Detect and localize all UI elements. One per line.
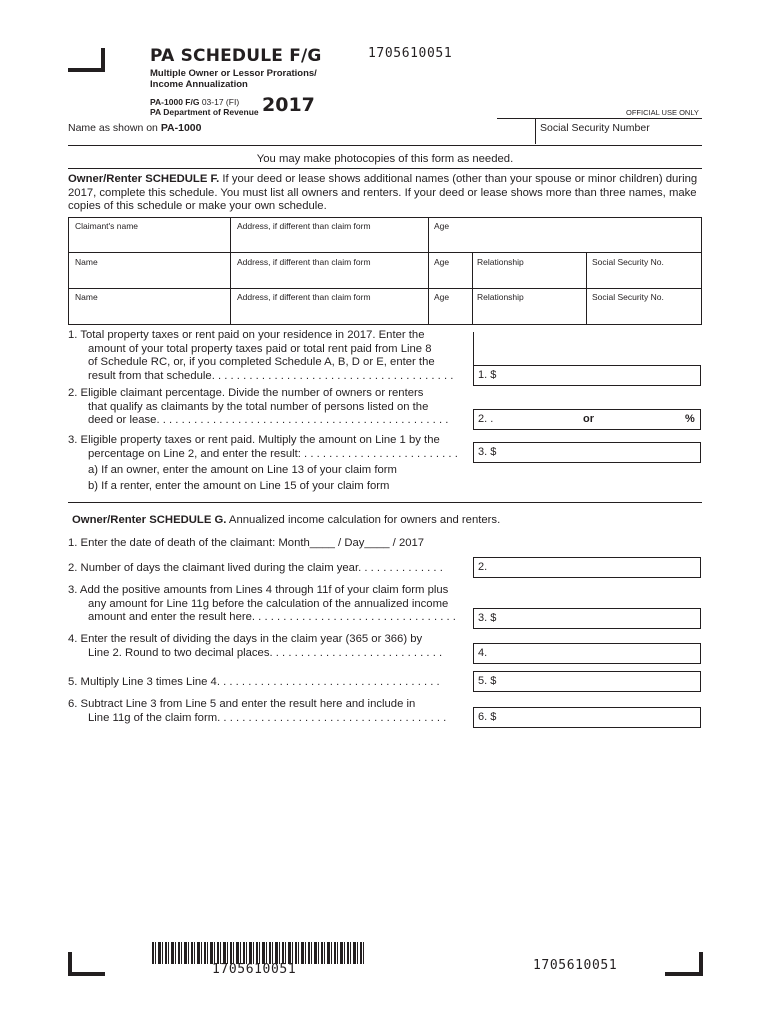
line-1-amount-box[interactable]: 1. $ — [473, 365, 701, 386]
barcode-image — [152, 942, 364, 964]
owner2-relationship-field[interactable]: Relationship — [477, 257, 524, 267]
schedule-g-line-5: 5. Multiply Line 3 times Line 4. . . . . . . . . . . . . . . . . . . . . . . . . . . . . . . . . . . . — [68, 676, 440, 688]
form-code-top: 1705610051 — [368, 46, 453, 61]
line-2-percentage-box[interactable] — [473, 409, 701, 430]
ssn-label: Social Security Number — [540, 122, 650, 134]
department-name: PA Department of Revenue — [150, 107, 259, 117]
line-2-box-label: 2. . — [478, 413, 494, 425]
line-2-percent-sign: % — [685, 413, 695, 425]
ssn-divider — [535, 118, 536, 144]
owners-table — [68, 217, 702, 325]
g-line-3-amount-box[interactable]: 3. $ — [473, 608, 701, 629]
owner3-name-field[interactable]: Name — [75, 292, 98, 302]
schedule-g-heading: Owner/Renter SCHEDULE G. — [72, 514, 227, 526]
g-line-6-amount-box[interactable]: 6. $ — [473, 707, 701, 728]
form-id: PA-1000 F/G — [150, 97, 200, 107]
schedule-g-line-3: 3. Add the positive amounts from Lines 4 through 11f of your claim form plus any amount for Line 11g before the calculation of the annualized income amount and enter the result here. . . . . . . . . . . . . . . . . . . . . . . . . . . . . . . . . — [68, 584, 456, 624]
g-line-4-box[interactable]: 4. — [473, 643, 701, 664]
subtitle-line-2: Income Annualization — [150, 79, 248, 90]
form-identifier — [150, 97, 259, 117]
g-line-2-box[interactable]: 2. — [473, 557, 701, 578]
note-rule — [68, 168, 702, 169]
form-revision: 03-17 (FI) — [201, 97, 240, 107]
owner3-ssn-field[interactable]: Social Security No. — [592, 292, 664, 302]
owner2-name-field[interactable]: Name — [75, 257, 98, 267]
owner3-relationship-field[interactable]: Relationship — [477, 292, 524, 302]
schedule-f-line-1: 1. Total property taxes or rent paid on your residence in 2017. Enter the amount of your total property taxes paid or total rent paid from Line 8 of Schedule RC, or, if you completed Schedule A, B, D or E, enter the result from that schedule. . . . . . . . . . . . . . . . . . . . . . . . . . . . . . . . . . . . . . . — [68, 329, 454, 382]
owner2-address-field[interactable]: Address, if different than claim form — [237, 257, 371, 267]
name-label-form: PA-1000 — [160, 122, 202, 134]
schedule-f-intro — [68, 173, 702, 214]
schedule-g-line-2: 2. Number of days the claimant lived during the claim year. . . . . . . . . . . . . . — [68, 562, 443, 574]
line-2-or-label: or — [583, 413, 594, 425]
schedule-g-line-6: 6. Subtract Line 3 from Line 5 and enter the result here and include in Line 11g of the claim form. . . . . . . . . . . . . . . . . . . . . . . . . . . . . . . . . . . . . — [68, 698, 447, 724]
official-use-label: OFFICIAL USE ONLY — [626, 108, 699, 117]
schedule-g-line-1: 1. Enter the date of death of the claimant: Month____ / Day____ / 2017 — [68, 537, 425, 549]
form-title: PA SCHEDULE F/G — [150, 46, 322, 66]
owner2-ssn-field[interactable]: Social Security No. — [592, 257, 664, 267]
name-label — [68, 122, 201, 134]
name-label-text: Name as shown on — [68, 122, 161, 134]
schedule-g-line-4: 4. Enter the result of dividing the days in the claim year (365 or 366) by Line 2. Round to two decimal places. . . . . . . . . . . . . . . . . . . . . . . . . . . . — [68, 633, 443, 659]
tax-year: 2017 — [262, 94, 315, 116]
schedule-f-line-3: 3. Eligible property taxes or rent paid. Multiply the amount on Line 1 by the percentage on Line 2, and enter the result: . . . . . . . . . . . . . . . . . . . . . . . . . a) If an owner, enter the amount on Line 13 of your claim form b) If a renter, enter the amount on Line 15 of your claim form — [68, 434, 458, 492]
owner2-age-field[interactable]: Age — [434, 257, 450, 267]
claimant-address-field[interactable]: Address, if different than claim form — [237, 221, 371, 231]
schedule-f-intro-text: If your deed or lease shows additional names (other than your spouse or minor children) during 2017, complete this schedule. You must list all owners and renters. If your deed or lease shows more than three names, make copies of this schedule or make your own schedule. — [68, 173, 698, 212]
subtitle-line-1: Multiple Owner or Lessor Prorations/ — [150, 68, 317, 79]
form-code-bottom-right: 1705610051 — [533, 958, 618, 973]
schedule-f-line-2: 2. Eligible claimant percentage. Divide the number of owners or renters that qualify as claimants by the total number of persons listed on the deed or lease. . . . . . . . . . . . . . . . . . . . . . . . . . . . . . . . . . . . . . . . . . . . . . . — [68, 387, 449, 427]
form-code-barcode: 1705610051 — [212, 962, 297, 977]
official-use-rule — [497, 118, 702, 119]
line-3-amount-box[interactable]: 3. $ — [473, 442, 701, 463]
g-line-5-amount-box[interactable]: 5. $ — [473, 671, 701, 692]
name-field-bottom-rule — [68, 145, 702, 146]
claimant-age-field[interactable]: Age — [434, 221, 450, 231]
form-subtitle — [150, 68, 317, 90]
schedule-g-intro — [72, 514, 500, 528]
schedule-f-heading: Owner/Renter SCHEDULE F. — [68, 173, 220, 185]
owner3-address-field[interactable]: Address, if different than claim form — [237, 292, 371, 302]
owner3-age-field[interactable]: Age — [434, 292, 450, 302]
schedule-divider — [68, 502, 702, 503]
schedule-g-intro-text: Annualized income calculation for owners and renters. — [226, 514, 501, 526]
photocopy-note: You may make photocopies of this form as needed. — [256, 153, 514, 165]
claimant-name-field[interactable]: Claimant's name — [75, 221, 139, 231]
